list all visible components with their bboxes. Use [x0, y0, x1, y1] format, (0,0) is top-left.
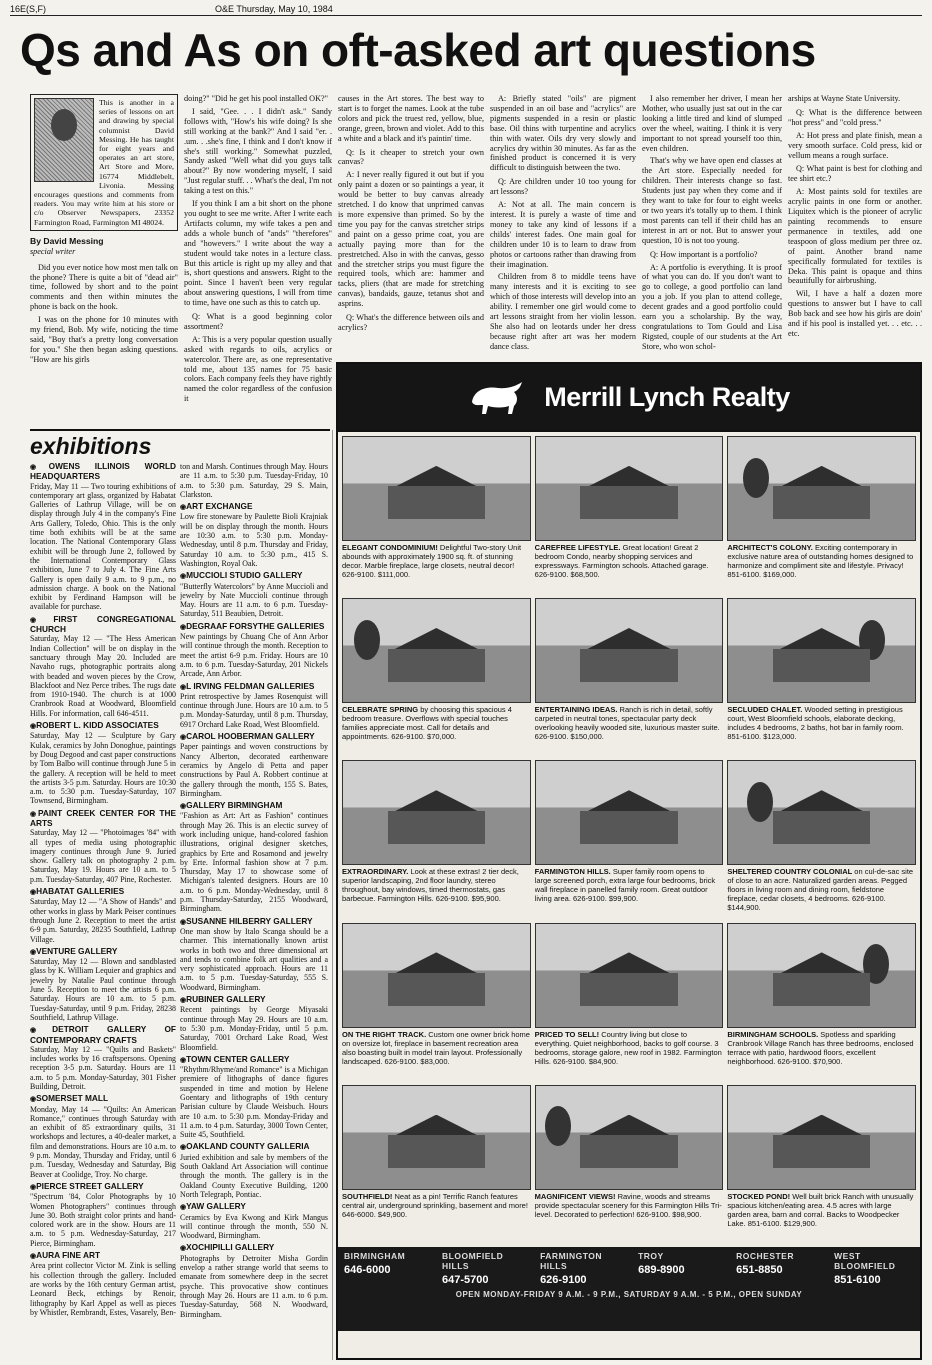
listing-desc: Ranch is rich in detail, softly carpeted in neutral tones, spectacular party deck overlooking heavily wooded site, luxurious master suite. 626-9100. $150,000. — [534, 705, 720, 742]
tree — [747, 782, 773, 822]
house-wall — [773, 1135, 870, 1168]
listing-text — [342, 1192, 531, 1219]
question: Q: Is it cheaper to stretch your own canvas? — [338, 147, 484, 167]
house-photo — [727, 923, 916, 1028]
exhibition-name: ◉ XOCHIPILLI GALLERY — [180, 1243, 328, 1253]
answer: A: Hot press and plate finish, mean a very smooth surface. Cold press, kid or vellum means a rough surface. — [788, 130, 922, 160]
listing-desc: Spotless and sparkling Cranbrook Village Ranch has three bedrooms, enclosed terrace with patio, hardwood floors, excellent neighborhood. 626-9100. $70,900. — [727, 1029, 914, 1066]
house-wall — [773, 486, 870, 519]
listing-card — [342, 436, 531, 594]
exhibition-item — [30, 1251, 176, 1317]
listing-card — [342, 598, 531, 756]
house-wall — [580, 1135, 677, 1168]
listing-card — [727, 760, 916, 918]
house-roof — [380, 790, 492, 813]
exhibition-item — [30, 809, 176, 884]
listing-text — [342, 1030, 531, 1066]
listing-lead: ON THE RIGHT TRACK. — [342, 1029, 427, 1039]
office-phone: 647-5700 — [442, 1274, 489, 1286]
office-phone: 851-6100 — [834, 1274, 881, 1286]
house-photo — [727, 1085, 916, 1190]
listing-card — [727, 598, 916, 756]
ad-brand-name: Merrill Lynch Realty — [544, 381, 790, 412]
listing-text — [342, 705, 531, 741]
exhibition-name: ◉ OAKLAND COUNTY GALLERIA — [180, 1142, 328, 1152]
listing-desc: Wooded setting in prestigious court, West Bloomfield schools, elaborate decking, includes 4 bedrooms, 2 baths, hot bar in family room. 851-6100. $123,000. — [727, 705, 904, 742]
exhibition-name: ◉ OWENS ILLINOIS WORLD HEADQUARTERS — [30, 462, 176, 482]
listing-lead: STOCKED POND! — [727, 1191, 791, 1201]
listings-grid — [338, 432, 920, 1247]
listing-lead: MAGNIFICENT VIEWS! — [534, 1191, 616, 1201]
byline: By David Messing — [30, 235, 104, 246]
house-roof — [573, 628, 685, 651]
listing-text — [727, 867, 916, 912]
office — [736, 1251, 816, 1286]
exhibition-text: Monday, May 14 — "Quilts: An American Romance," continues through Saturday with an exhibit of 85 extraordinary quilts, 31 workshops and lectures, a 40-dealer market, a film and demonstrations. Hours are 10 a.m. to 9 p.m. Monday, Thursday and Friday, until 6 p.m. Tuesday, Wednesday and Saturday, Big Beaver at Coolidge, Troy. No charge. — [30, 1104, 176, 1179]
exhibitions-heading: exhibitions — [30, 429, 330, 459]
answer: A: Most paints sold for textiles are acrylic paints in one form or another. Liquitex which is the pioneer of acrylic painting recommends to ensure permanence in textiles, add one teaspoon of gloss medium per three oz. of paint. Another brand name specifically formulated for textiles is Deka. This paint is opaque and thins beautifully for airbrushing. — [788, 187, 922, 286]
listing-lead: BIRMINGHAM SCHOOLS. — [727, 1029, 819, 1039]
article-col-1 — [30, 94, 178, 424]
listing-desc: Great location! Great 2 bedroom Condo, nearby shopping services and expressways. Farmington schools. Attached garage. 626-9100. $68,500. — [534, 543, 709, 579]
house-wall — [580, 973, 677, 1006]
listing-desc: Well built brick Ranch with unusually spacious kitchen/eating area. 4.5 acres with large garden area, barn and corral. Backs to Woodpecker Lake. 851-6100. $129,900. — [727, 1191, 914, 1228]
exhibition-name: ◉ SOMERSET MALL — [30, 1094, 176, 1104]
exhibition-text: Saturday, May 12 — Blown and sandblasted glass by K. William Lequier and graphics and jewelry by Natalie Paul continue through June 5. Reception to meet the artists 6 p.m. Saturday. Hours are 10 a.m. to 5 p.m. Tuesday-Saturday, until 9 p.m. Friday, 28238 Southfield, Lathrup Village. — [30, 957, 176, 1022]
article-col-2 — [184, 94, 332, 424]
paragraph: If you think I am a bit short on the phone you ought to see me write. After I write each Artifacts column, my wife takes a pen and adds a whole bunch of "ands" "therefores" and "howevers." I write about the way a student would take notes in a lecture class. But this article is right up my alley and that is, short questions and answers. Right to the point. Since I haven't been very regular about answering questions, I will from time to time, have one such as this to catch up. — [184, 199, 332, 308]
office — [638, 1251, 718, 1286]
listing-lead: PRICED TO SELL! — [534, 1029, 600, 1039]
house-roof — [766, 790, 878, 813]
exhibition-name: ◉ DEGRAAF FORSYTHE GALLERIES — [180, 622, 328, 632]
author-intro — [30, 94, 178, 231]
listing-card — [535, 436, 724, 594]
paragraph: doing?" "Did he get his pool installed OK?" — [184, 94, 328, 103]
exhibition-name: ◉ CAROL HOOBERMAN GALLERY — [180, 732, 328, 742]
listing-text — [535, 1030, 724, 1066]
house-roof — [380, 628, 492, 651]
house-wall — [773, 973, 870, 1006]
listing-text — [727, 543, 916, 579]
paragraph: arships at Wayne State University. — [788, 94, 901, 103]
listing-card — [727, 1085, 916, 1243]
house-roof — [380, 466, 492, 489]
tree — [545, 1106, 571, 1146]
question: Q: How important is a portfolio? — [650, 249, 758, 259]
paragraph: Children from 8 to middle teens have many interests and it is exciting to see which of those interests will develop into an ability. I remember one girl would come to art lessons straight from her violin lesson. She also had on leotards under her dress because right after art was her modern dance class. — [490, 272, 636, 351]
exhibition-name: ◉ PAINT CREEK CENTER FOR THE ARTS — [30, 809, 176, 829]
exhibition-text: "Rhythm/Rhyme/and Romance" is a Michigan premiere of lithographs of dance figures suspended in time and motion by Helene Goentary and lithographs of 19th century Parisian culture by Claude Weisbuch. Hours are 10 a.m. to 5:30 p.m. Monday-Friday and 11 a.m. to 4 p.m. Saturday, 3000 Town Center, Suite 45, Southfield. — [180, 1065, 328, 1140]
author-intro-text: This is another in a series of lessons on art and drawing by special columnist David Messing. He has taught for eight years and operates an art store, Art Store and More, 16774 Middlebelt, Livonia. Messing encourages questions and comments from readers. You may write him at his store or c/o Observer Newspapers, 23352 Farmington Road, Farmington MI 48024. — [34, 98, 174, 227]
house-roof — [573, 952, 685, 975]
exhibition-name: ◉ DETROIT GALLERY OF CONTEMPORARY CRAFTS — [30, 1025, 176, 1045]
paragraph: Wil, I have a half a dozen more questions to answer but I have to call Bob back and see how his girls are doin' and if his pool is installed yet. . . etc. . . etc. — [788, 289, 922, 338]
article-col-6 — [788, 94, 922, 360]
exhibition-text: Saturday, May 12 — "Photoimages '84" with all types of media using photographic imagery continues through June 9. Juried show. Gallery talk on photography 2 p.m. Saturday, May 19. Hours are 10 a.m. to 5 p.m. Tuesday-Saturday, 407 Pine, Rochester. — [30, 828, 176, 884]
listing-desc: by choosing this spacious 4 bedroom treasure. Overflows with special touches families appreciate most. Call for details and appointments. 626-9100. $70,000. — [342, 705, 512, 742]
exhibition-item — [180, 1142, 328, 1199]
exhibition-text: Ceramics by Eva Kwong and Kirk Mangus will continue through the month, 550 N. Woodward, Birmingham. — [180, 1212, 328, 1241]
office — [540, 1251, 620, 1286]
answer: A: I never really figured it out but if you only paint a dozen or so paintings a year, it would be better to buy canvas already stretched. I do know that unprimed canvas is more expensive than primed. So by the time you pay for the canvas stretcher strips and paint on a gesso prime coat, you are actually paying more than for the prestretched. Also in with the canvas, gesso and the stretcher strips you must figure the required tools, which are: hammer and tacks, pliers (that are made for stretching canvas), bandaids, gauze, tetanus shot and asprins. — [338, 170, 484, 309]
house-photo — [535, 760, 724, 865]
listing-text — [535, 705, 724, 741]
exhibition-item — [180, 1202, 328, 1240]
exhibition-item — [30, 1025, 176, 1091]
exhibition-item — [180, 622, 328, 679]
folio-line — [10, 4, 922, 16]
house-wall — [388, 973, 485, 1006]
question: Q: Are children under 10 too young for art lessons? — [490, 177, 636, 197]
exhibition-text: Saturday, May 12 — "Quilts and Baskets" includes works by 16 craftspersons. Opening reception 3-5 p.m. Saturday. Hours are 11 a.m. to 5 p.m. Monday-Saturday, 301 Fisher Building, Detroit. — [30, 1044, 176, 1091]
office-row — [344, 1251, 914, 1286]
exhibition-name: ◉ PIERCE STREET GALLERY — [30, 1182, 176, 1192]
house-photo — [727, 436, 916, 541]
house-wall — [388, 811, 485, 844]
exhibition-text: Area print collector Victor M. Zink is selling his collection through the gallery. Included are works by the 16th century German artist, Leonard Beck, etchings by Renoir, lithography by Karl Appel as well as pieces by Whistler, Rembrandt, Estes, Vasarely, Ben- — [30, 1261, 176, 1317]
listing-card — [727, 436, 916, 594]
exhibition-name: ◉ RUBINER GALLERY — [180, 995, 328, 1005]
exhibition-text: "Spectrum '84, Color Photographs by 10 Women Photographers" continues through June 30. Both straight color prints and hand-colored work are in the show. Hours are 11 a.m. to 5 p.m. Wednesday-Saturday, 217 Pierce, Birmingham. — [30, 1192, 176, 1248]
exhibition-name: ◉ ROBERT L. KIDD ASSOCIATES — [30, 721, 176, 731]
exhibition-text: Juried exhibition and sale by members of the South Oakland Art Association will continue through the month. The gallery is in the Oakland County Executive Building, 1200 North Telegraph, Pontiac. — [180, 1152, 328, 1199]
exhibition-name: ◉ TOWN CENTER GALLERY — [180, 1055, 328, 1065]
exhibition-name: ◉ ART EXCHANGE — [180, 502, 328, 512]
realty-advertisement — [336, 362, 922, 1360]
listing-card — [535, 598, 724, 756]
house-wall — [388, 1135, 485, 1168]
answer: A: A portfolio is everything. It is proof of what you can do. If you don't want to go to college, a good portfolio can land you a job. If you plan to attend college, decent grades and a good portfolio could earn you a scholarship. By the way, congratulations to Tom Gould and Lisa Rigsted, couple of our students at the Art Store, who won schol- — [642, 262, 782, 351]
office-directory — [338, 1247, 920, 1331]
exhibition-text: "Butterfly Watercolors" by Anne Muccioli and jewelry by Nate Muccioli continue through May. Hours are 11 a.m. to 6 p.m. Tuesday-Saturday, 511 Beaubien, Detroit. — [180, 581, 328, 619]
house-roof — [573, 790, 685, 813]
listing-text — [535, 867, 724, 903]
listing-text — [727, 1192, 916, 1228]
house-photo — [342, 760, 531, 865]
listing-lead: SECLUDED CHALET. — [727, 705, 803, 715]
house-roof — [766, 952, 878, 975]
tree — [354, 620, 380, 660]
listing-card — [535, 760, 724, 918]
listing-text — [727, 1030, 916, 1066]
house-photo — [342, 923, 531, 1028]
listing-desc: Ravine, woods and streams provide spectacular scenery for this Farmington Hills Tri-level. Decorated to perfection! 626-9100. $98,900. — [534, 1191, 722, 1219]
listing-lead: SOUTHFIELD! — [342, 1191, 393, 1201]
exhibition-text: ton and Marsh. Continues through May. Hours are 11 a.m. to 5:30 p.m. Tuesday-Friday, 10 a.m. to 5:30 p.m. Saturday, 29 S. Main, Clarkston. — [180, 462, 328, 499]
answer: A: Not at all. The main concern is interest. It is purely a waste of time and money to take any kind of lessons if a childs' interest fades. One main goal for children under 10 is to learn to draw from photos or cartoons rather than drawing from their imagination. — [490, 200, 636, 269]
office-phone: 651-8850 — [736, 1264, 783, 1276]
exhibition-text: Friday, May 11 — Two touring exhibitions of contemporary art glass, organized by Habatat Galleries of Lathrup Village, will be on display through July 4 in the company's Fine Arts Gallery, Toledo, Ohio. This is the only time both exhibits will be at the same location. The National Contemporary Glass exhibit will be through June 2, followed by the International Contemporary Glass exhibition, June 7 to July 4. The Fine Arts Gallery is open daily 9 a.m. to 9 p.m., no admission charge. A book on the National exhibit by Ferdinand Hampson will be available for purchase. — [30, 481, 176, 612]
listing-card — [727, 923, 916, 1081]
exhibition-item — [180, 1243, 328, 1318]
office-phone: 646-6000 — [344, 1264, 391, 1276]
exhibition-name: ◉ SUSANNE HILBERRY GALLERY — [180, 917, 328, 927]
question: Q: What is a good beginning color assortment? — [184, 312, 332, 331]
listing-card — [535, 923, 724, 1081]
office-name: ROCHESTER — [736, 1251, 794, 1261]
exhibition-name: ◉ AURA FINE ART — [30, 1251, 176, 1261]
office-hours: OPEN MONDAY-FRIDAY 9 A.M. - 9 P.M., SATURDAY 9 A.M. - 5 P.M., OPEN SUNDAY — [455, 1290, 803, 1299]
exhibition-text: "Fashion as Art: Art as Fashion" continues through May 26. This is an electic survey of work including unique, hand-colored fashion illustrations, original designer sketches, graphics by Erte and Rosamond and jewelry by Erte. Informal fashion show at 7 p.m. Thursday, May 17 to showcase some of Michigan's talented designers. Hours are 10 a.m. to 6 p.m. Monday-Wednesday, until 8 p.m. Thursday-Saturday, 2155 Woodward, Birmingham. — [180, 811, 328, 914]
house-roof — [766, 466, 878, 489]
listing-lead: CELEBRATE SPRING — [342, 705, 419, 715]
listing-desc: Super family room opens to large screened porch, extra large four bedrooms, brick wall fireplace in panelled family room. Great outdoor living area. 626-9100. $99,900. — [534, 867, 716, 904]
exhibition-item — [180, 1055, 328, 1140]
exhibition-name: ◉ L IRVING FELDMAN GALLERIES — [180, 682, 328, 692]
bull-logo-icon — [468, 376, 528, 418]
office — [442, 1251, 522, 1286]
listing-lead: EXTRAORDINARY. — [342, 867, 409, 877]
listing-lead: ENTERTAINING IDEAS. — [534, 705, 618, 715]
office — [834, 1251, 914, 1286]
question: Q: What paint is best for clothing and tee shirt etc.? — [788, 164, 922, 184]
exhibition-name: ◉ MUCCIOLI STUDIO GALLERY — [180, 571, 328, 581]
exhibition-text: Saturday, May 12 — "A Show of Hands" and other works in glass by Mark Peiser continues through June 2. Reception to meet the artist 6-9 p.m. Saturday, 28235 Southfield, Lathrup Village. — [30, 897, 176, 944]
listing-text — [535, 543, 724, 579]
paragraph: Did you ever notice how most men talk on the phone? There is quite a bit of "dead air" time, followed by short and to the point comments and then within minutes the phone is back on the hook. — [30, 262, 178, 312]
exhibition-text: Print retrospective by James Rosenquist will continue through June. Hours are 10 a.m. to 5 p.m. Monday-Saturday, until 8 p.m. Thursday, 6917 Orchard Lake Road, West Bloomfield. — [180, 691, 328, 729]
house-photo — [727, 598, 916, 703]
exhibition-item — [180, 801, 328, 914]
answer: A: Briefly stated "oils" are pigment suspended in an oil base and "acrylics" are pigments suspended in a resin or plastic base. Oil thins with turpentine and acrylics thin with water. Oils dry very slowly and acrylics dry within 30 minutes. As far as the finished product is concerned it is very difficult to distinguish between the two. — [490, 94, 636, 173]
exhibition-text: Low fire stoneware by Paulette Bioli Krajniak will be on display through the month. Hours are 10:30 a.m. to 5:30 p.m. Monday-Wednesday, until 8 p.m. Thursday and Friday, Saturday 10 a.m. to 5:30 p.m., 415 S. Washington, Royal Oak. — [180, 512, 328, 568]
exhibition-item — [30, 887, 176, 944]
office-name: WEST BLOOMFIELD — [834, 1251, 896, 1271]
exhibition-name: ◉ GALLERY BIRMINGHAM — [180, 801, 328, 811]
exhibition-item — [30, 1094, 176, 1179]
exhibitions-col-2 — [180, 462, 328, 1360]
house-wall — [388, 486, 485, 519]
listing-text — [342, 543, 531, 579]
exhibition-text: Paper paintings and woven constructions by Nancy Alberton, decorated earthenware ceramics by Angelo di Petta and paper constructions by Paul A. Robbert continue at the gallery through the month, 155 S. Bates, Birmingham. — [180, 742, 328, 798]
listing-card — [342, 923, 531, 1081]
headline: Qs and As on oft-asked art questions — [20, 24, 816, 76]
listing-desc: Delightful Two-story Unit abounds with approximately 1900 sq. ft. of stunning decor. Marble fireplace, large closets, neutral decor! 626-9100. $111,000. — [342, 543, 522, 579]
house-roof — [573, 1115, 685, 1138]
exhibition-text: Recent paintings by George Miyasaki continue through May 29. Hours are 10 a.m. to 5:30 p.m. Monday-Friday, until 5 p.m. Saturday, 7001 Orchard Lake Road, West Bloomfield. — [180, 1005, 328, 1052]
house-wall — [580, 486, 677, 519]
exhibition-item — [180, 995, 328, 1052]
exhibition-text: New paintings by Chuang Che of Ann Arbor will continue through the month. Reception to meet the artist 6-9 p.m. Friday. Hours are 10 a.m. to 6 p.m. Tuesday-Saturday, 201 Nickels Arcade, Ann Arbor. — [180, 632, 328, 679]
listing-desc: Custom one owner brick home on oversize lot, fireplace in basement recreation area also boasting built in model train layout. Professionally landscaped. 626-9100. $83,000. — [342, 1029, 530, 1066]
house-photo — [342, 598, 531, 703]
exhibition-text: One man show by Italo Scanga should be a charmer. This internationally known artist works in both two and three dimensional art and tends to combine folk art qualities and a very sophisticated approach. Hours are 11 a.m. to 5 p.m. Tuesday-Saturday, 555 S. Woodward, Birmingham. — [180, 926, 328, 992]
byline-role: special writer — [30, 246, 76, 256]
paragraph: That's why we have open end classes at the Art store. Especially needed for children. Their interests change so fast. Students just pay when they come and if they want to take for four to eight weeks or two years it's totally up to them. I think most parents can tell if their child has an interest in art or not. But to answer your question, 10 is not too young. — [642, 156, 782, 245]
exhibition-item — [180, 502, 328, 568]
house-photo — [535, 436, 724, 541]
paragraph: I also remember her driver, I mean her Mother, who usually just sat out in the car looking a little tired and kind of slumped over the wheel, waiting. I think it is very important to not spread yourself too thin, even children. — [642, 94, 782, 153]
exhibition-name: ◉ VENTURE GALLERY — [30, 947, 176, 957]
article-col-5 — [642, 94, 782, 360]
column-rule — [332, 430, 333, 1360]
house-photo — [535, 1085, 724, 1190]
article-col-3 — [338, 94, 484, 360]
question: Q: What's the difference between oils and acrylics? — [338, 313, 484, 332]
listing-text — [727, 705, 916, 741]
listing-card — [342, 760, 531, 918]
answer: A: This is a very popular question usually asked with regards to oils, acrylics or watercolor. There are, as one representative told me, about 135 names for 75 basic colors. Each company feels they have rightly named the color regardless of the confusion it — [184, 334, 332, 404]
listing-text — [535, 1192, 724, 1219]
exhibition-item — [30, 1182, 176, 1248]
house-photo — [535, 598, 724, 703]
office-name: BIRMINGHAM — [344, 1251, 406, 1261]
exhibition-name: ◉ YAW GALLERY — [180, 1202, 328, 1212]
tree — [743, 458, 769, 498]
question: Q: What is the difference between "hot press" and "cold press." — [788, 107, 922, 127]
listing-text — [342, 867, 531, 903]
exhibition-text: Saturday, May 12 — Sculpture by Gary Kulak, ceramics by John Donoghue, paintings by Doug Degood and cast paper constructions by Tom Balbo will continue through June 5 in the gallery. A reception will be held to meet the artists 3-5 p.m. Saturday. Hours are 10:30 a.m. to 5:30 p.m. Tuesday-Saturday, 107 Townsend, Birmingham. — [30, 731, 176, 806]
listing-card — [535, 1085, 724, 1243]
issue-date: Thursday, May 10, 1984 — [236, 4, 333, 14]
exhibition-item — [180, 917, 328, 992]
house-photo — [535, 923, 724, 1028]
house-roof — [380, 1115, 492, 1138]
listing-desc: on cul-de-sac site of close to an acre. Naturalized garden areas. Pegged floors in living room and dining room, fieldstone fireplace, cedar closets, 4 bedrooms. 626-9100. $144,900. — [727, 867, 914, 913]
exhibition-item — [180, 732, 328, 798]
house-roof — [766, 1115, 878, 1138]
exhibition-name: ◉ HABATAT GALLERIES — [30, 887, 176, 897]
listing-desc: Country living but close to everything. Quiet neighborhood, backs to golf course. 3 bedrooms, storage galore, new roof in 1982. Farmington Hills. 626-9100. $84,900. — [534, 1029, 722, 1066]
exhibition-item — [180, 571, 328, 618]
listing-lead: FARMINGTON HILLS. — [534, 867, 611, 877]
office-name: TROY — [638, 1251, 664, 1261]
house-wall — [580, 649, 677, 682]
exhibitions-col-1 — [30, 462, 176, 1360]
exhibition-text: Saturday, May 12 — "The Hess American Indian Collection" will be on display in the sanctuary through May 20. Included are Navaho rugs, photographic portraits along with beaded and woven pieces by the Crow, Blackfoot and Nez Perce tribes. The rugs date from 1910-1940. The church is at 1000 Cranbrook Road at Woodward, Bloomfield Hills. For information, call 646-4511. — [30, 634, 176, 718]
paper-name: O&E — [215, 4, 235, 14]
author-photo — [34, 98, 94, 182]
house-roof — [573, 466, 685, 489]
house-wall — [580, 811, 677, 844]
house-photo — [342, 436, 531, 541]
listing-desc: Neat as a pin! Terrific Ranch features central air, underground sprinkling, basement and more! 646-6000. $49,900. — [342, 1191, 528, 1219]
paragraph: I said, "Gee. . . I didn't ask." Sandy follows with, "How's his wife doing? Is she still working at the bank?" And I said "er. . .um. . .she's fine, I think and I don't know if she's still working." Somewhat puzzled, Sandy asked "Well what did you guys talk about?" By now wondering myself, I said "Just regular stuff. . . What's the deal, I'm not taking a test on this." — [184, 106, 332, 196]
house-roof — [380, 952, 492, 975]
exhibition-item — [30, 721, 176, 806]
exhibition-item — [30, 947, 176, 1022]
house-photo — [342, 1085, 531, 1190]
listing-desc: Look at these extras! 2 tier deck, superior landscaping, 2nd floor laundry, stereo throughout, bay windows, timed thermostats, gas barbecue. Farmington Hills. 626-9100. $95,900. — [342, 867, 519, 904]
listing-card — [342, 1085, 531, 1243]
listing-lead: ARCHITECT'S COLONY. — [727, 543, 813, 552]
listing-lead: ELEGANT CONDOMINIUM! — [342, 543, 438, 552]
exhibition-item — [30, 615, 176, 718]
house-photo — [727, 760, 916, 865]
exhibition-item — [180, 682, 328, 729]
office — [344, 1251, 424, 1286]
listing-lead: SHELTERED COUNTRY COLONIAL — [727, 867, 853, 877]
paragraph: causes in the Art stores. The best way to start is to forget the names. Look at the tube colors and pick the truest red, yellow, blue, orange, green, brown and violet. Add to this a white and a black and it's paintin' time. — [338, 94, 484, 143]
listing-desc: Exciting contemporary in exclusive nature area of outstanding homes designed to harmonize and compliment site and lifestyle. Privacy! 851-6100. $169,000. — [727, 543, 914, 579]
house-wall — [388, 649, 485, 682]
exhibition-name: ◉ FIRST CONGREGATIONAL CHURCH — [30, 615, 176, 635]
exhibition-item — [180, 462, 328, 499]
listing-lead: CAREFREE LIFESTYLE. — [534, 543, 621, 552]
folio-paper-date — [215, 4, 333, 14]
article-col-4 — [490, 94, 636, 360]
ad-banner — [338, 364, 920, 432]
office-phone: 626-9100 — [540, 1274, 587, 1286]
office-phone: 689-8900 — [638, 1264, 685, 1276]
exhibition-item — [30, 462, 176, 612]
house-wall — [773, 649, 870, 682]
page-number: 16E(S,F) — [10, 4, 47, 14]
paragraph: I was on the phone for 10 minutes with my friend, Bob. My wife, noticing the time said, "Boy that's a pretty long conversation for you." She then began asking questions. "How are his girls — [30, 315, 178, 364]
office-name: FARMINGTON HILLS — [540, 1251, 603, 1271]
house-wall — [773, 811, 870, 844]
office-name: BLOOMFIELD HILLS — [442, 1251, 504, 1271]
exhibition-text: Photographs by Detroiter Misha Gordin envelop a rather strange world that seems to emanate from somewhere deep in the secret psyche. This provocative show continues through May 26. Hours are 11 a.m. to 6 p.m. Tuesday-Saturday, 568 N. Woodward, Birmingham. — [180, 1253, 328, 1319]
